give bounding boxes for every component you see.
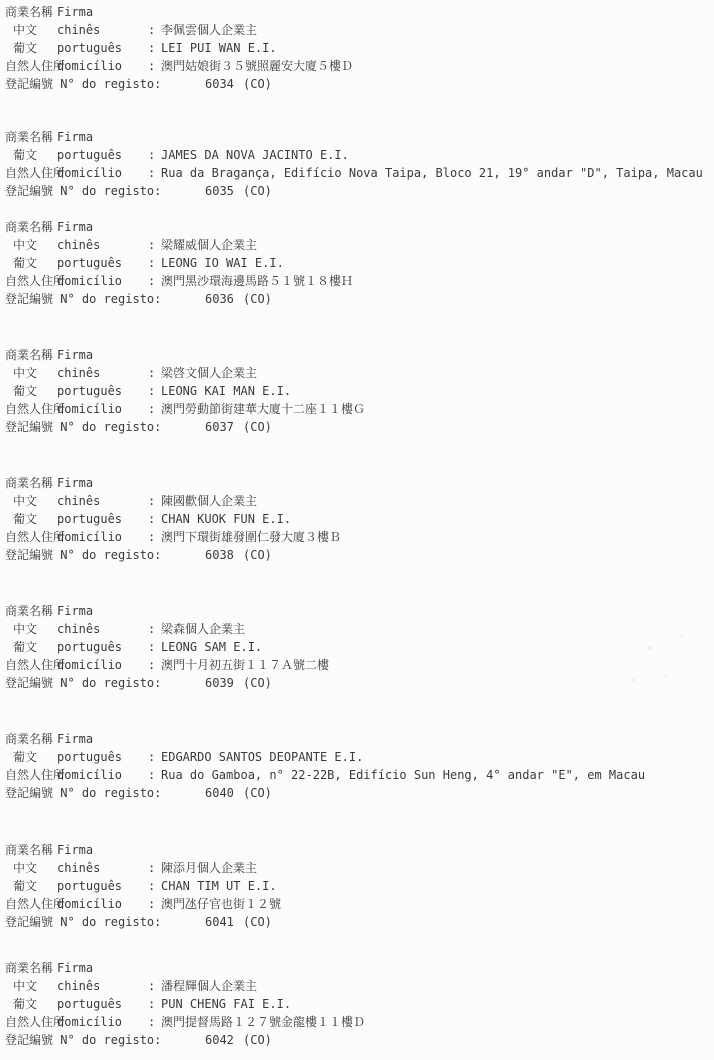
domicile-address: 澳門黑沙環海邊馬路５１號１８樓Ｈ <box>161 274 354 288</box>
portuguese-name-row <box>0 995 714 1013</box>
colon: : <box>148 622 156 636</box>
colon: : <box>148 148 156 162</box>
registo-label: 登記編號 N° do registo: <box>5 786 162 800</box>
portuguese-label-zh: 葡文 <box>13 750 38 764</box>
domicile-label-pt: domicílio <box>57 530 123 544</box>
firma-label-pt: Firma <box>57 348 94 362</box>
colon: : <box>148 41 156 55</box>
domicile-label-zh: 自然人住所 <box>5 274 66 288</box>
registo-label: 登記編號 N° do registo: <box>5 915 162 929</box>
chinese-label-zh: 中文 <box>13 494 38 508</box>
registration-type: (CO) <box>243 915 272 929</box>
domicile-label-zh: 自然人住所 <box>5 897 66 911</box>
domicile-address: 澳門姑娘街３５號照麗安大廈５樓Ｄ <box>161 59 354 73</box>
business-name-zh: 李佩雲個人企業主 <box>161 23 258 37</box>
portuguese-label-zh: 葡文 <box>13 879 38 893</box>
domicile-label-zh: 自然人住所 <box>5 530 66 544</box>
scan-noise-smudge <box>600 620 710 700</box>
firma-header-row <box>0 474 714 492</box>
firma-header-row <box>0 128 714 146</box>
portuguese-name-row <box>0 254 714 272</box>
portuguese-label-zh: 葡文 <box>13 41 38 55</box>
business-name-pt: LEONG SAM E.I. <box>161 640 263 654</box>
firma-label-pt: Firma <box>57 130 94 144</box>
chinese-label-pt: chinês <box>57 23 101 37</box>
business-name-pt: EDGARDO SANTOS DEOPANTE E.I. <box>161 750 364 764</box>
firma-label-pt: Firma <box>57 961 94 975</box>
colon: : <box>148 238 156 252</box>
domicile-row <box>0 57 714 75</box>
domicile-row <box>0 895 714 913</box>
colon: : <box>148 494 156 508</box>
firma-label-zh: 商業名稱 <box>5 732 54 746</box>
registration-type: (CO) <box>243 292 272 306</box>
colon: : <box>148 1015 156 1029</box>
registration-number: 6039 <box>205 676 234 690</box>
registration-number-row <box>0 546 714 564</box>
portuguese-label-pt: português <box>57 879 123 893</box>
portuguese-label-pt: português <box>57 256 123 270</box>
registration-number-row <box>0 182 714 200</box>
firma-header-row <box>0 841 714 859</box>
registo-label: 登記編號 N° do registo: <box>5 420 162 434</box>
domicile-address: 澳門下環街雄發圍仁發大廈３樓Ｂ <box>161 530 342 544</box>
domicile-address: 澳門氹仔官也街１２號 <box>161 897 282 911</box>
domicile-label-zh: 自然人住所 <box>5 1015 66 1029</box>
registration-entry <box>0 346 714 436</box>
colon: : <box>148 166 156 180</box>
portuguese-label-pt: português <box>57 512 123 526</box>
domicile-address: 澳門勞動節街建華大廈十二座１１樓Ｇ <box>161 402 366 416</box>
business-name-pt: CHAN TIM UT E.I. <box>161 879 277 893</box>
firma-label-pt: Firma <box>57 732 94 746</box>
colon: : <box>148 402 156 416</box>
portuguese-label-pt: português <box>57 750 123 764</box>
firma-header-row <box>0 218 714 236</box>
business-name-pt: LEONG IO WAI E.I. <box>161 256 284 270</box>
business-name-zh: 梁耀威個人企業主 <box>161 238 258 252</box>
domicile-label-pt: domicílio <box>57 59 123 73</box>
registration-type: (CO) <box>243 184 272 198</box>
domicile-label-pt: domicílio <box>57 768 123 782</box>
chinese-label-pt: chinês <box>57 494 101 508</box>
registo-label: 登記編號 N° do registo: <box>5 676 162 690</box>
domicile-label-pt: domicílio <box>57 897 123 911</box>
firma-header-row <box>0 730 714 748</box>
chinese-label-pt: chinês <box>57 861 101 875</box>
registration-type: (CO) <box>243 548 272 562</box>
firma-label-pt: Firma <box>57 476 94 490</box>
chinese-label-pt: chinês <box>57 238 101 252</box>
registration-number: 6038 <box>205 548 234 562</box>
domicile-row <box>0 766 714 784</box>
domicile-row <box>0 400 714 418</box>
firma-label-zh: 商業名稱 <box>5 5 54 19</box>
domicile-row <box>0 1013 714 1031</box>
registo-label: 登記編號 N° do registo: <box>5 292 162 306</box>
firma-label-pt: Firma <box>57 604 94 618</box>
portuguese-label-zh: 葡文 <box>13 384 38 398</box>
business-name-pt: LEI PUI WAN E.I. <box>161 41 277 55</box>
registration-type: (CO) <box>243 676 272 690</box>
colon: : <box>148 256 156 270</box>
chinese-label-zh: 中文 <box>13 23 38 37</box>
colon: : <box>148 366 156 380</box>
registration-number-row <box>0 290 714 308</box>
chinese-label-zh: 中文 <box>13 238 38 252</box>
domicile-address: 澳門十月初五街１１７Ａ號二樓 <box>161 658 330 672</box>
domicile-label-zh: 自然人住所 <box>5 402 66 416</box>
domicile-row <box>0 164 714 182</box>
business-name-zh: 梁啓文個人企業主 <box>161 366 258 380</box>
colon: : <box>148 658 156 672</box>
portuguese-label-zh: 葡文 <box>13 997 38 1011</box>
firma-label-pt: Firma <box>57 843 94 857</box>
colon: : <box>148 879 156 893</box>
colon: : <box>148 274 156 288</box>
chinese-name-row <box>0 977 714 995</box>
firma-label-zh: 商業名稱 <box>5 604 54 618</box>
chinese-label-zh: 中文 <box>13 979 38 993</box>
registration-number: 6042 <box>205 1033 234 1047</box>
chinese-label-zh: 中文 <box>13 861 38 875</box>
domicile-address: Rua da Bragança, Edifício Nova Taipa, Bloco 21, 19° andar "D", Taipa, Macau <box>161 166 703 180</box>
business-name-zh: 潘程輝個人企業主 <box>161 979 258 993</box>
registration-number: 6040 <box>205 786 234 800</box>
firma-label-zh: 商業名稱 <box>5 130 54 144</box>
chinese-name-row <box>0 859 714 877</box>
colon: : <box>148 23 156 37</box>
domicile-label-pt: domicílio <box>57 166 123 180</box>
registration-type: (CO) <box>243 420 272 434</box>
colon: : <box>148 530 156 544</box>
firma-label-zh: 商業名稱 <box>5 220 54 234</box>
business-name-zh: 陳添月個人企業主 <box>161 861 258 875</box>
portuguese-name-row <box>0 146 714 164</box>
registration-type: (CO) <box>243 786 272 800</box>
domicile-row <box>0 528 714 546</box>
portuguese-name-row <box>0 39 714 57</box>
registration-number-row <box>0 418 714 436</box>
firma-header-row <box>0 602 714 620</box>
colon: : <box>148 640 156 654</box>
registration-number-row <box>0 784 714 802</box>
domicile-label-zh: 自然人住所 <box>5 768 66 782</box>
chinese-label-zh: 中文 <box>13 366 38 380</box>
firma-label-zh: 商業名稱 <box>5 843 54 857</box>
firma-label-zh: 商業名稱 <box>5 348 54 362</box>
registration-entry <box>0 218 714 308</box>
chinese-name-row <box>0 21 714 39</box>
business-name-pt: LEONG KAI MAN E.I. <box>161 384 292 398</box>
registo-label: 登記編號 N° do registo: <box>5 184 162 198</box>
registration-number: 6041 <box>205 915 234 929</box>
chinese-label-zh: 中文 <box>13 622 38 636</box>
colon: : <box>148 384 156 398</box>
registration-entry <box>0 474 714 564</box>
firma-label-zh: 商業名稱 <box>5 476 54 490</box>
registration-number: 6037 <box>205 420 234 434</box>
business-name-zh: 陳國歡個人企業主 <box>161 494 258 508</box>
domicile-label-pt: domicílio <box>57 658 123 672</box>
portuguese-name-row <box>0 877 714 895</box>
domicile-label-pt: domicílio <box>57 402 123 416</box>
registration-entry <box>0 959 714 1049</box>
domicile-label-pt: domicílio <box>57 1015 123 1029</box>
registration-entry <box>0 730 714 802</box>
registration-entry <box>0 128 714 200</box>
registration-number: 6035 <box>205 184 234 198</box>
chinese-name-row <box>0 364 714 382</box>
domicile-address: 澳門提督馬路１２７號金龍樓１１樓Ｄ <box>161 1015 366 1029</box>
colon: : <box>148 59 156 73</box>
colon: : <box>148 979 156 993</box>
firma-header-row <box>0 346 714 364</box>
portuguese-label-zh: 葡文 <box>13 148 38 162</box>
registration-number-row <box>0 913 714 931</box>
business-name-pt: JAMES DA NOVA JACINTO E.I. <box>161 148 349 162</box>
portuguese-label-zh: 葡文 <box>13 256 38 270</box>
firma-label-pt: Firma <box>57 220 94 234</box>
chinese-label-pt: chinês <box>57 979 101 993</box>
chinese-label-pt: chinês <box>57 622 101 636</box>
portuguese-name-row <box>0 382 714 400</box>
domicile-label-pt: domicílio <box>57 274 123 288</box>
firma-label-zh: 商業名稱 <box>5 961 54 975</box>
firma-label-pt: Firma <box>57 5 94 19</box>
registration-entry <box>0 841 714 931</box>
portuguese-label-pt: português <box>57 384 123 398</box>
colon: : <box>148 512 156 526</box>
portuguese-label-pt: português <box>57 41 123 55</box>
registration-number: 6034 <box>205 77 234 91</box>
registration-number-row <box>0 1031 714 1049</box>
domicile-label-zh: 自然人住所 <box>5 166 66 180</box>
chinese-name-row <box>0 492 714 510</box>
colon: : <box>148 768 156 782</box>
chinese-label-pt: chinês <box>57 366 101 380</box>
registo-label: 登記編號 N° do registo: <box>5 77 162 91</box>
portuguese-label-pt: português <box>57 997 123 1011</box>
business-name-pt: PUN CHENG FAI E.I. <box>161 997 292 1011</box>
registration-type: (CO) <box>243 1033 272 1047</box>
domicile-address: Rua do Gamboa, n° 22-22B, Edifício Sun Heng, 4° andar "E", em Macau <box>161 768 646 782</box>
colon: : <box>148 897 156 911</box>
colon: : <box>148 997 156 1011</box>
portuguese-label-pt: português <box>57 640 123 654</box>
chinese-name-row <box>0 236 714 254</box>
portuguese-label-zh: 葡文 <box>13 512 38 526</box>
registration-entry <box>0 3 714 93</box>
portuguese-name-row <box>0 748 714 766</box>
registo-label: 登記編號 N° do registo: <box>5 1033 162 1047</box>
firma-header-row <box>0 959 714 977</box>
registo-label: 登記編號 N° do registo: <box>5 548 162 562</box>
portuguese-label-pt: português <box>57 148 123 162</box>
domicile-label-zh: 自然人住所 <box>5 59 66 73</box>
portuguese-label-zh: 葡文 <box>13 640 38 654</box>
colon: : <box>148 750 156 764</box>
registration-type: (CO) <box>243 77 272 91</box>
registration-number-row <box>0 75 714 93</box>
registration-number: 6036 <box>205 292 234 306</box>
portuguese-name-row <box>0 510 714 528</box>
business-name-pt: CHAN KUOK FUN E.I. <box>161 512 292 526</box>
business-name-zh: 梁森個人企業主 <box>161 622 246 636</box>
firma-header-row <box>0 3 714 21</box>
domicile-row <box>0 272 714 290</box>
domicile-label-zh: 自然人住所 <box>5 658 66 672</box>
colon: : <box>148 861 156 875</box>
